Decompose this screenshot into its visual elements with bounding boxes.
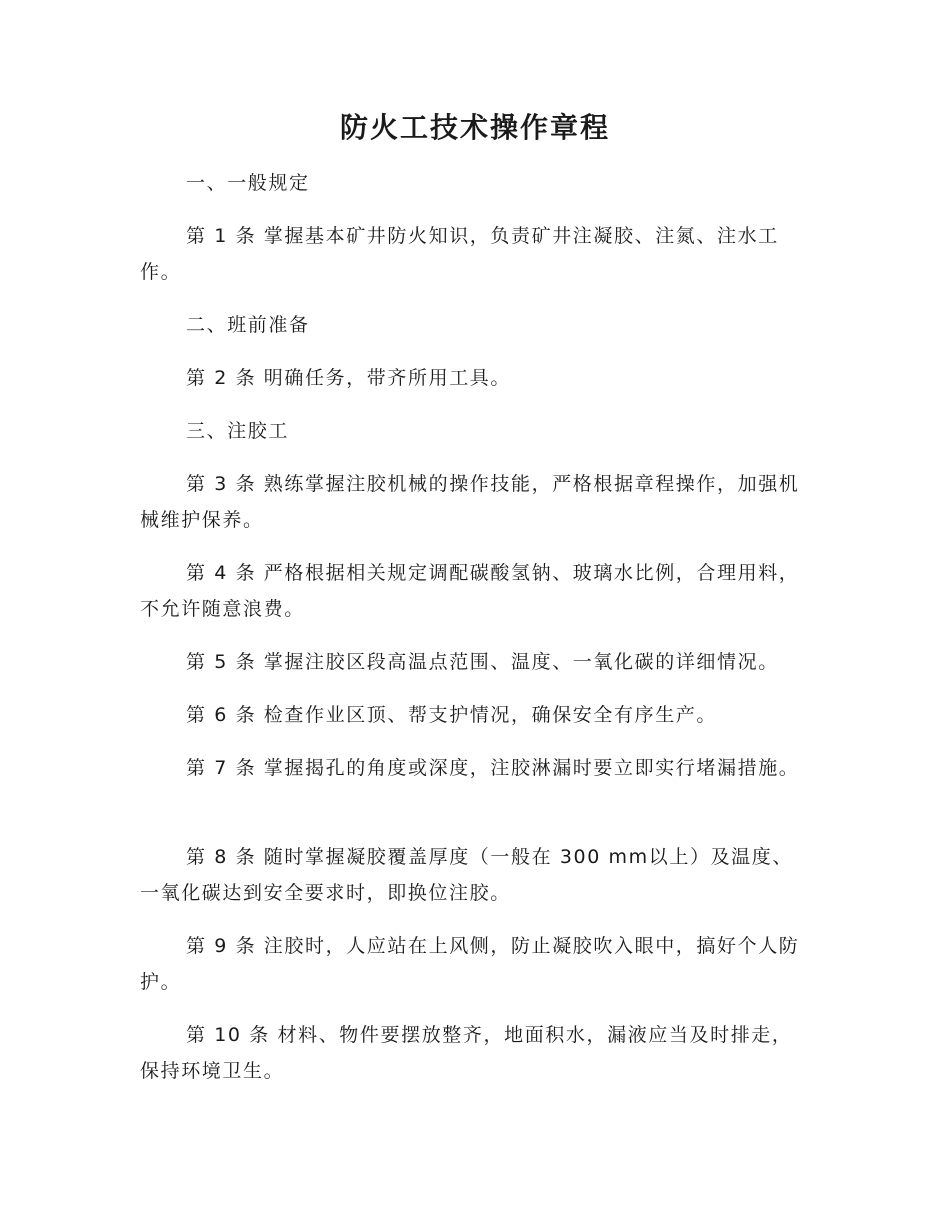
article-2: 第 2 条 明确任务，带齐所用工具。 — [186, 367, 512, 389]
section-heading-gel-injector: 三、注胶工 — [186, 420, 290, 442]
article-4: 第 4 条 严格根据相关规定调配碳酸氢钠、玻璃水比例，合理用料，不允许随意浪费。 — [140, 562, 800, 620]
article-7: 第 7 条 掌握揭孔的角度或深度，注胶淋漏时要立即实行堵漏措施。 — [186, 757, 800, 779]
article-1: 第 1 条 掌握基本矿井防火知识，负责矿井注凝胶、注氮、注水工作。 — [140, 225, 779, 283]
section-heading-general: 一、一般规定 — [186, 172, 310, 194]
document-title: 防火工技术操作章程 — [339, 111, 610, 144]
article-9: 第 9 条 注胶时，人应站在上风侧，防止凝胶吹入眼中，搞好个人防护。 — [140, 935, 800, 993]
section-heading-pre-shift: 二、班前准备 — [186, 314, 310, 336]
article-6: 第 6 条 检查作业区顶、帮支护情况，确保安全有序生产。 — [186, 704, 718, 726]
article-5: 第 5 条 掌握注胶区段高温点范围、温度、一氧化碳的详细情况。 — [186, 651, 779, 673]
article-3: 第 3 条 熟练掌握注胶机械的操作技能，严格根据章程操作，加强机械维护保养。 — [140, 473, 800, 531]
article-10: 第 10 条 材料、物件要摆放整齐，地面积水，漏液应当及时排走，保持环境卫生。 — [140, 1024, 793, 1082]
article-8: 第 8 条 随时掌握凝胶覆盖厚度（一般在 300 mm以上）及温度、一氧化碳达到安全要求时，即换位注胶。 — [140, 846, 793, 904]
